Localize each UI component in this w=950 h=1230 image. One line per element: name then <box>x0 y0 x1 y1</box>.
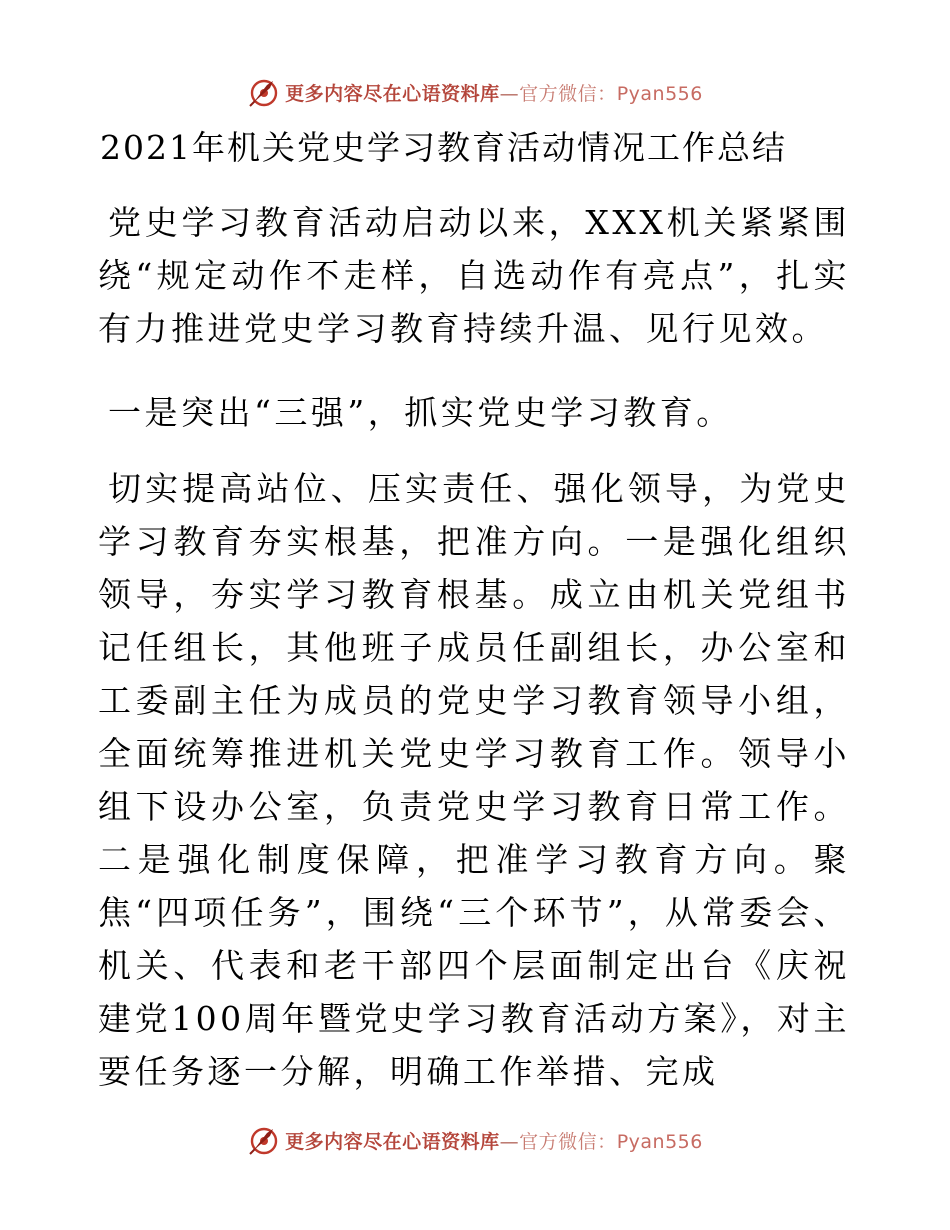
header-banner-separator: — <box>499 82 520 105</box>
header-banner-wechat-handle: Pyan556 <box>616 82 703 105</box>
footer-banner-text <box>285 1127 703 1154</box>
pen-logo-icon <box>247 75 281 109</box>
footer-banner-separator: — <box>499 1130 520 1153</box>
paragraph-body <box>98 462 850 1098</box>
footer-watermark-banner <box>0 1120 950 1160</box>
header-banner-wechat-label: 官方微信： <box>519 82 617 105</box>
paragraph-2: 一是突出“三强”，抓实党史学习教育。 <box>108 393 733 432</box>
header-banner-text <box>285 79 703 106</box>
paragraph-3: 切实提高站位、压实责任、强化领导，为党史学习教育夯实根基，把准方向。一是强化组织领导，夯实学习教育根基。成立由机关党组书记任组长，其他班子成员任副组长，办公室和工委副主任为成员的党史学习教育领导小组，全面统筹推进机关党史学习教育工作。领导小组下设办公室，负责党史学习教育日常工作。二是强化制度保障，把准学习教育方向。聚焦“四项任务”，围绕“三个环节”，从常委会、机关、代表和老干部四个层面制定出台《庆祝建党100周年暨党史学习教育活动方案》，对主要任务逐一分解，明确工作举措、完成 <box>98 469 850 1091</box>
header-watermark-banner <box>0 72 950 112</box>
paragraph-1: 党史学习教育活动启动以来，XXX机关紧紧围绕“规定动作不走样，自选动作有亮点”，扎实有力推进党史学习教育持续升温、见行见效。 <box>98 203 850 348</box>
paragraph-intro <box>98 196 850 355</box>
footer-banner-lead: 更多内容尽在心语资料库 <box>285 1130 500 1153</box>
header-banner-lead: 更多内容尽在心语资料库 <box>285 82 500 105</box>
footer-banner-wechat-label: 官方微信： <box>519 1130 617 1153</box>
paragraph-section-heading <box>98 386 850 439</box>
footer-banner-wechat-handle: Pyan556 <box>616 1130 703 1153</box>
document-title: 2021年机关党史学习教育活动情况工作总结 <box>100 128 787 167</box>
pen-logo-icon <box>247 1123 281 1157</box>
